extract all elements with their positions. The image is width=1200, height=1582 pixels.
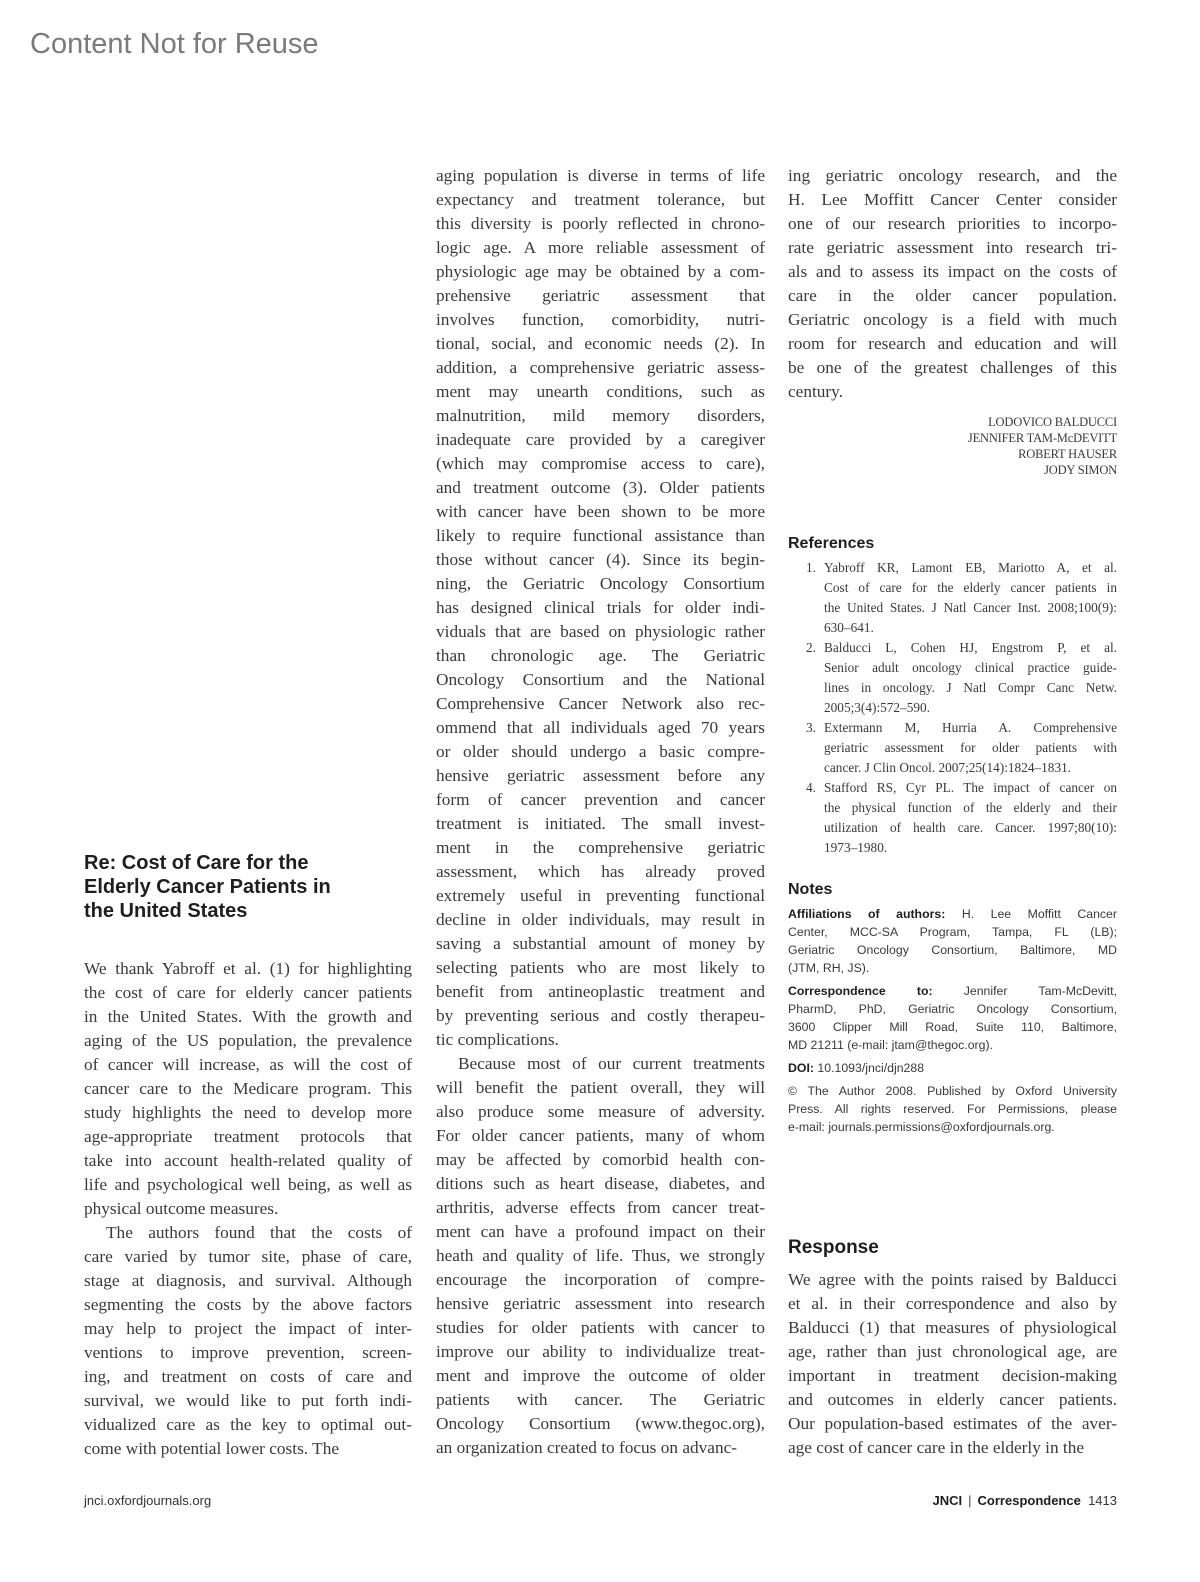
notes-heading: Notes bbox=[788, 881, 833, 898]
text-line: assessment, which has already proved bbox=[436, 862, 765, 881]
text-line: We thank Yabroff et al. (1) for highlighting bbox=[84, 959, 412, 978]
text-line: involves function, comorbidity, nutri- bbox=[436, 310, 765, 329]
text-line: this diversity is poorly reflected in chrono- bbox=[436, 214, 765, 233]
text-line: Oncology Consortium (www.thegoc.org), bbox=[436, 1414, 765, 1433]
text-line: tic complications. bbox=[436, 1030, 559, 1049]
correspondence-label: Correspondence to: bbox=[788, 984, 933, 998]
text-line: age, rather than just chronological age, are bbox=[788, 1342, 1117, 1361]
text-line: inadequate care provided by a caregiver bbox=[436, 430, 765, 449]
text-line: The authors found that the costs of bbox=[106, 1223, 412, 1242]
text-line: vidualized care as the key to optimal out- bbox=[84, 1415, 412, 1434]
text-line: than chronologic age. The Geriatric bbox=[436, 646, 765, 665]
text-line: also produce some measure of adversity. bbox=[436, 1102, 765, 1121]
footer-separator: | bbox=[968, 1493, 972, 1508]
reference-item bbox=[788, 718, 1117, 778]
text-line: Oncology Consortium and the National bbox=[436, 670, 765, 689]
text-line: We agree with the points raised by Balducci bbox=[788, 1270, 1117, 1289]
text-line: and treatment outcome (3). Older patients bbox=[436, 478, 765, 497]
reference-number: 4. bbox=[806, 780, 816, 795]
footer-page-info bbox=[933, 1493, 1117, 1508]
text-line: decline in older individuals, may result in bbox=[436, 910, 765, 929]
text-line: physical outcome measures. bbox=[84, 1199, 279, 1218]
author-name: ROBERT HAUSER bbox=[1018, 447, 1117, 461]
reference-line: geriatric assessment for older patients with bbox=[824, 740, 1117, 755]
correspondence-email: MD 21211 (e-mail: jtam@thegoc.org). bbox=[788, 1038, 993, 1052]
text-line: aging of the US population, the prevalence bbox=[84, 1031, 412, 1050]
reference-item bbox=[788, 778, 1117, 858]
text-line: prehensive geriatric assessment that bbox=[436, 286, 765, 305]
text-line: century. bbox=[788, 382, 844, 401]
text-line: an organization created to focus on advanc- bbox=[436, 1438, 738, 1457]
text-line: ventions to improve prevention, screen- bbox=[84, 1343, 412, 1362]
text-line: ditions such as heart disease, diabetes, and bbox=[436, 1174, 765, 1193]
text-line: of cancer will increase, as will the cost of bbox=[84, 1055, 412, 1074]
text-line: ment can have a profound impact on their bbox=[436, 1222, 765, 1241]
text-line: important in treatment decision-making bbox=[788, 1366, 1117, 1385]
column-1-body bbox=[84, 957, 412, 1461]
footer-journal-url: jnci.oxfordjournals.org bbox=[84, 1493, 212, 1508]
text-line: arthritis, adverse effects from cancer treat- bbox=[436, 1198, 765, 1217]
references-section bbox=[788, 533, 1117, 858]
text-line: age-appropriate treatment protocols that bbox=[84, 1127, 412, 1146]
author-name: JENNIFER TAM-McDEVITT bbox=[967, 431, 1117, 445]
reference-line: Stafford RS, Cyr PL. The impact of cancer on bbox=[824, 780, 1117, 795]
text-line: will benefit the patient overall, they will bbox=[436, 1078, 765, 1097]
text-line: Our population-based estimates of the aver- bbox=[788, 1414, 1117, 1433]
text-line: improve our ability to individualize treat- bbox=[436, 1342, 765, 1361]
article-title bbox=[84, 851, 414, 923]
references-list bbox=[788, 558, 1117, 858]
text-line: heath and quality of life. Thus, we strongly bbox=[436, 1246, 765, 1265]
text-line: or older should undergo a basic compre- bbox=[436, 742, 765, 761]
text-line: tional, social, and economic needs (2). In bbox=[436, 334, 765, 353]
text-line: et al. in their correspondence and also by bbox=[788, 1294, 1117, 1313]
text-line: treatment is initiated. The small invest- bbox=[436, 814, 765, 833]
text-line: care in the older cancer population. bbox=[788, 286, 1117, 305]
response-section bbox=[788, 1236, 1117, 1460]
text-line: encourage the incorporation of compre- bbox=[436, 1270, 765, 1289]
text-line: life and psychological well being, as well as bbox=[84, 1175, 412, 1194]
text-line: Balducci (1) that measures of physiological bbox=[788, 1318, 1117, 1337]
text-line: one of our research priorities to incorpo- bbox=[788, 214, 1117, 233]
text-line: may help to project the impact of inter- bbox=[84, 1319, 412, 1338]
author-name: LODOVICO BALDUCCI bbox=[988, 415, 1117, 429]
reference-line: 630–641. bbox=[824, 620, 874, 635]
text-line: malnutrition, mild memory disorders, bbox=[436, 406, 765, 425]
reference-line: the United States. J Natl Cancer Inst. 2008;100(9): bbox=[824, 600, 1117, 615]
reference-line: Balducci L, Cohen HJ, Engstrom P, et al. bbox=[824, 640, 1117, 655]
reference-line: utilization of health care. Cancer. 1997;80(10): bbox=[824, 820, 1117, 835]
title-line: Re: Cost of Care for the bbox=[84, 852, 309, 874]
text-line: Geriatric oncology is a field with much bbox=[788, 310, 1117, 329]
text-line: als and to assess its impact on the costs of bbox=[788, 262, 1117, 281]
text-line: those without cancer (4). Since its begin- bbox=[436, 550, 765, 569]
text-line: segmenting the costs by the above factors bbox=[84, 1295, 412, 1314]
text-line: H. Lee Moffitt Cancer Center consider bbox=[788, 190, 1117, 209]
footer-section: Correspondence bbox=[977, 1493, 1081, 1508]
text-line: viduals that are based on physiologic rather bbox=[436, 622, 765, 641]
text-line: age cost of cancer care in the elderly in the bbox=[788, 1438, 1085, 1457]
column-3-body bbox=[788, 164, 1117, 404]
text-line: ing geriatric oncology research, and the bbox=[788, 166, 1117, 185]
notes-section bbox=[788, 879, 1117, 1136]
page-number: 1413 bbox=[1088, 1493, 1117, 1508]
doi-label: DOI: bbox=[788, 1061, 814, 1075]
response-heading: Response bbox=[788, 1237, 879, 1258]
text-line: ment and improve the outcome of older bbox=[436, 1366, 765, 1385]
reference-line: Yabroff KR, Lamont EB, Mariotto A, et al. bbox=[824, 560, 1117, 575]
text-line: has designed clinical trials for older indi- bbox=[436, 598, 765, 617]
reference-line: Extermann M, Hurria A. Comprehensive bbox=[824, 720, 1117, 735]
reference-number: 1. bbox=[806, 560, 816, 575]
correspondence-note: Correspondence to: Jennifer Tam-McDevitt, PharmD, PhD, Geriatric Oncology Consortium, 3600 Clipper Mill Road, Suite 110, Baltimore, MD 21211 (e-mail: jtam@thegoc.org). bbox=[788, 984, 1117, 1052]
affiliations-label: Affiliations of authors: bbox=[788, 907, 946, 921]
text-line: be one of the greatest challenges of this bbox=[788, 358, 1117, 377]
text-line: may be affected by comorbid health con- bbox=[436, 1150, 765, 1169]
text-line: extremely useful in preventing functional bbox=[436, 886, 765, 905]
text-line: survival, we would like to put forth indi- bbox=[84, 1391, 412, 1410]
text-line: benefit from antineoplastic treatment and bbox=[436, 982, 765, 1001]
text-line: addition, a comprehensive geriatric assess- bbox=[436, 358, 765, 377]
watermark: Content Not for Reuse bbox=[30, 28, 319, 60]
title-line: Elderly Cancer Patients in bbox=[84, 876, 331, 898]
response-body bbox=[788, 1268, 1117, 1460]
reference-line: Senior adult oncology clinical practice guide- bbox=[824, 660, 1117, 675]
reference-item bbox=[788, 638, 1117, 718]
reference-number: 3. bbox=[806, 720, 816, 735]
text-line: likely to require functional assistance than bbox=[436, 526, 765, 545]
text-line: the cost of care for elderly cancer patients bbox=[84, 983, 412, 1002]
text-line: expectancy and treatment tolerance, but bbox=[436, 190, 765, 209]
text-line: (which may compromise access to care), bbox=[436, 454, 765, 473]
text-line: ning, the Geriatric Oncology Consortium bbox=[436, 574, 765, 593]
text-line: physiologic age may be obtained by a com- bbox=[436, 262, 765, 281]
column-2-body bbox=[436, 164, 765, 1460]
text-line: room for research and education and will bbox=[788, 334, 1117, 353]
reference-line: Cost of care for the elderly cancer patients in bbox=[824, 580, 1117, 595]
text-line: and outcomes in elderly cancer patients. bbox=[788, 1390, 1117, 1409]
text-line: cancer care to the Medicare program. This bbox=[84, 1079, 412, 1098]
affiliations-note: Affiliations of authors: H. Lee Moffitt Cancer Center, MCC-SA Program, Tampa, FL (LB); Geriatric Oncology Consortium, Baltimore, MD (JTM, RH, JS). bbox=[788, 907, 1117, 975]
text-line: stage at diagnosis, and survival. Although bbox=[84, 1271, 412, 1290]
text-line: Comprehensive Cancer Network also rec- bbox=[436, 694, 765, 713]
text-line: Because most of our current treatments bbox=[458, 1054, 765, 1073]
text-line: hensive geriatric assessment into research bbox=[436, 1294, 765, 1313]
doi-value: 10.1093/jnci/djn288 bbox=[817, 1061, 925, 1075]
text-line: come with potential lower costs. The bbox=[84, 1439, 339, 1458]
text-line: For older cancer patients, many of whom bbox=[436, 1126, 765, 1145]
title-line: the United States bbox=[84, 900, 248, 922]
text-line: by preventing serious and costly therapeu- bbox=[436, 1006, 765, 1025]
reference-line: the physical function of the elderly and their bbox=[824, 800, 1117, 815]
text-line: ing, and treatment on costs of care and bbox=[84, 1367, 412, 1386]
reference-number: 2. bbox=[806, 640, 816, 655]
text-line: care varied by tumor site, phase of care, bbox=[84, 1247, 412, 1266]
footer-journal: JNCI bbox=[932, 1493, 963, 1508]
text-line: rate geriatric assessment into research tri- bbox=[788, 238, 1117, 257]
reference-line: 1973–1980. bbox=[824, 840, 888, 855]
text-line: studies for older patients with cancer to bbox=[436, 1318, 765, 1337]
text-line: saving a substantial amount of money by bbox=[436, 934, 765, 953]
copyright-note: © The Author 2008. Published by Oxford University Press. All rights reserved. For Permissions, please e-mail: journals.permissions@oxfordjournals.org. bbox=[788, 1084, 1117, 1134]
text-line: take into account health-related quality of bbox=[84, 1151, 412, 1170]
reference-line: 2005;3(4):572–590. bbox=[824, 700, 930, 715]
text-line: aging population is diverse in terms of life bbox=[436, 166, 765, 185]
text-line: with cancer have been shown to be more bbox=[436, 502, 765, 521]
text-line: form of cancer prevention and cancer bbox=[436, 790, 765, 809]
text-line: selecting patients who are most likely to bbox=[436, 958, 765, 977]
text-line: logic age. A more reliable assessment of bbox=[436, 238, 765, 257]
text-line: ment in the comprehensive geriatric bbox=[436, 838, 765, 857]
reference-item bbox=[788, 558, 1117, 638]
doi-note bbox=[788, 1059, 1117, 1077]
text-line: study highlights the need to develop more bbox=[84, 1103, 412, 1122]
author-signatures bbox=[788, 414, 1117, 478]
text-line: ommend that all individuals aged 70 years bbox=[436, 718, 765, 737]
text-line: ment may unearth conditions, such as bbox=[436, 382, 765, 401]
text-line: hensive geriatric assessment before any bbox=[436, 766, 765, 785]
text-line: patients with cancer. The Geriatric bbox=[436, 1390, 765, 1409]
reference-line: lines in oncology. J Natl Compr Canc Netw. bbox=[824, 680, 1117, 695]
author-name: JODY SIMON bbox=[1044, 463, 1117, 477]
text-line: in the United States. With the growth and bbox=[84, 1007, 412, 1026]
reference-line: cancer. J Clin Oncol. 2007;25(14):1824–1831. bbox=[824, 760, 1072, 775]
references-heading: References bbox=[788, 535, 875, 552]
